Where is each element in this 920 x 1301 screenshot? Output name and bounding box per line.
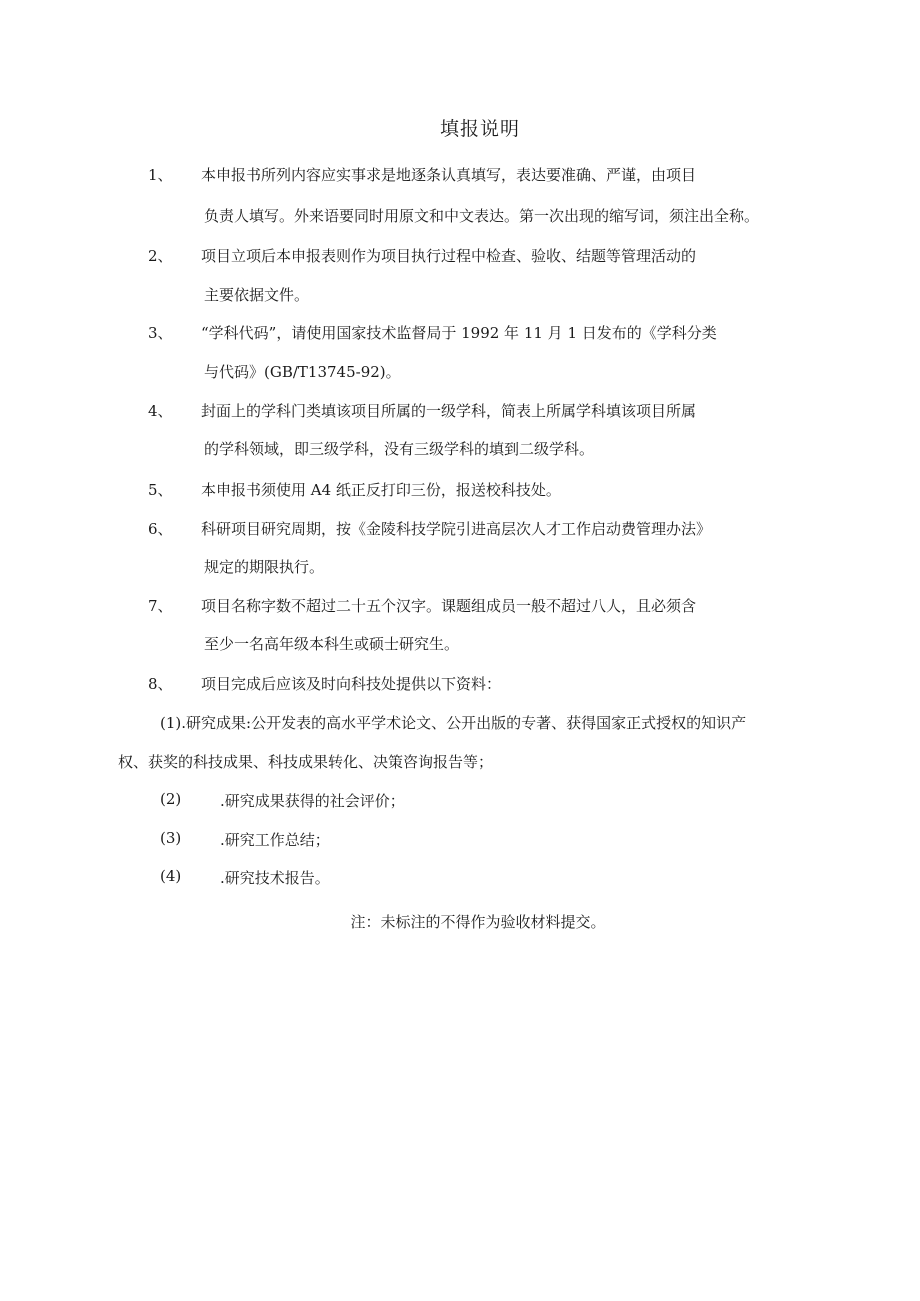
item-text-line: 本申报书须使用 A4 纸正反打印三份，报送校科技处。 (201, 481, 561, 499)
item-number: 8、 (148, 675, 173, 693)
sub-item-number: (2) (160, 790, 182, 808)
sub-item-text: .研究技术报告。 (220, 869, 330, 887)
item-number: 5、 (148, 481, 173, 499)
item-number: 2、 (148, 247, 173, 265)
item-text-line: 负责人填写。外来语要同时用原文和中文表达。第一次出现的缩写词，须注出全称。 (204, 207, 760, 225)
item-text-line: 本申报书所列内容应实事求是地逐条认真填写，表达要准确、严谨，由项目 (201, 166, 697, 184)
sub-item-text: .研究工作总结； (220, 831, 330, 849)
sub-item-text-line: 权、获奖的科技成果、科技成果转化、决策咨询报告等； (118, 753, 494, 771)
item-number: 7、 (148, 597, 173, 615)
item-text-line: 项目名称字数不超过二十五个汉字。课题组成员一般不超过八人，且必须含 (201, 597, 697, 615)
item-text-line: 科研项目研究周期，按《金陵科技学院引进高层次人才工作启动费管理办法》 (201, 520, 712, 538)
sub-item-text-line: (1).研究成果:公开发表的高水平学术论文、公开出版的专著、获得国家正式授权的知识产 (160, 714, 747, 732)
page-title: 填报说明 (439, 118, 520, 140)
item-number: 3、 (148, 324, 173, 342)
sub-item-number: (3) (160, 829, 182, 847)
item-text-line: 的学科领域，即三级学科，没有三级学科的填到二级学科。 (204, 440, 595, 458)
item-number: 1、 (148, 166, 173, 184)
item-text-line: 项目完成后应该及时向科技处提供以下资料： (201, 675, 502, 693)
item-text-line: 主要依据文件。 (204, 286, 310, 304)
footer-note: 注：未标注的不得作为验收材料提交。 (350, 913, 606, 931)
item-text-line: 封面上的学科门类填该项目所属的一级学科，简表上所属学科填该项目所属 (201, 402, 697, 420)
item-text-line: 规定的期限执行。 (204, 558, 325, 576)
item-text-line: “学科代码”，请使用国家技术监督局于 1992 年 11 月 1 日发布的《学科分类 (201, 324, 717, 342)
item-number: 6、 (148, 520, 173, 538)
item-text-line: 至少一名高年级本科生或硕士研究生。 (204, 635, 460, 653)
sub-item-text: .研究成果获得的社会评价； (220, 792, 405, 810)
item-text-line: 项目立项后本申报表则作为项目执行过程中检查、验收、结题等管理活动的 (201, 247, 697, 265)
item-text-line: 与代码》(GB/T13745-92)。 (204, 363, 401, 381)
item-number: 4、 (148, 402, 173, 420)
sub-item-number: (4) (160, 867, 182, 885)
